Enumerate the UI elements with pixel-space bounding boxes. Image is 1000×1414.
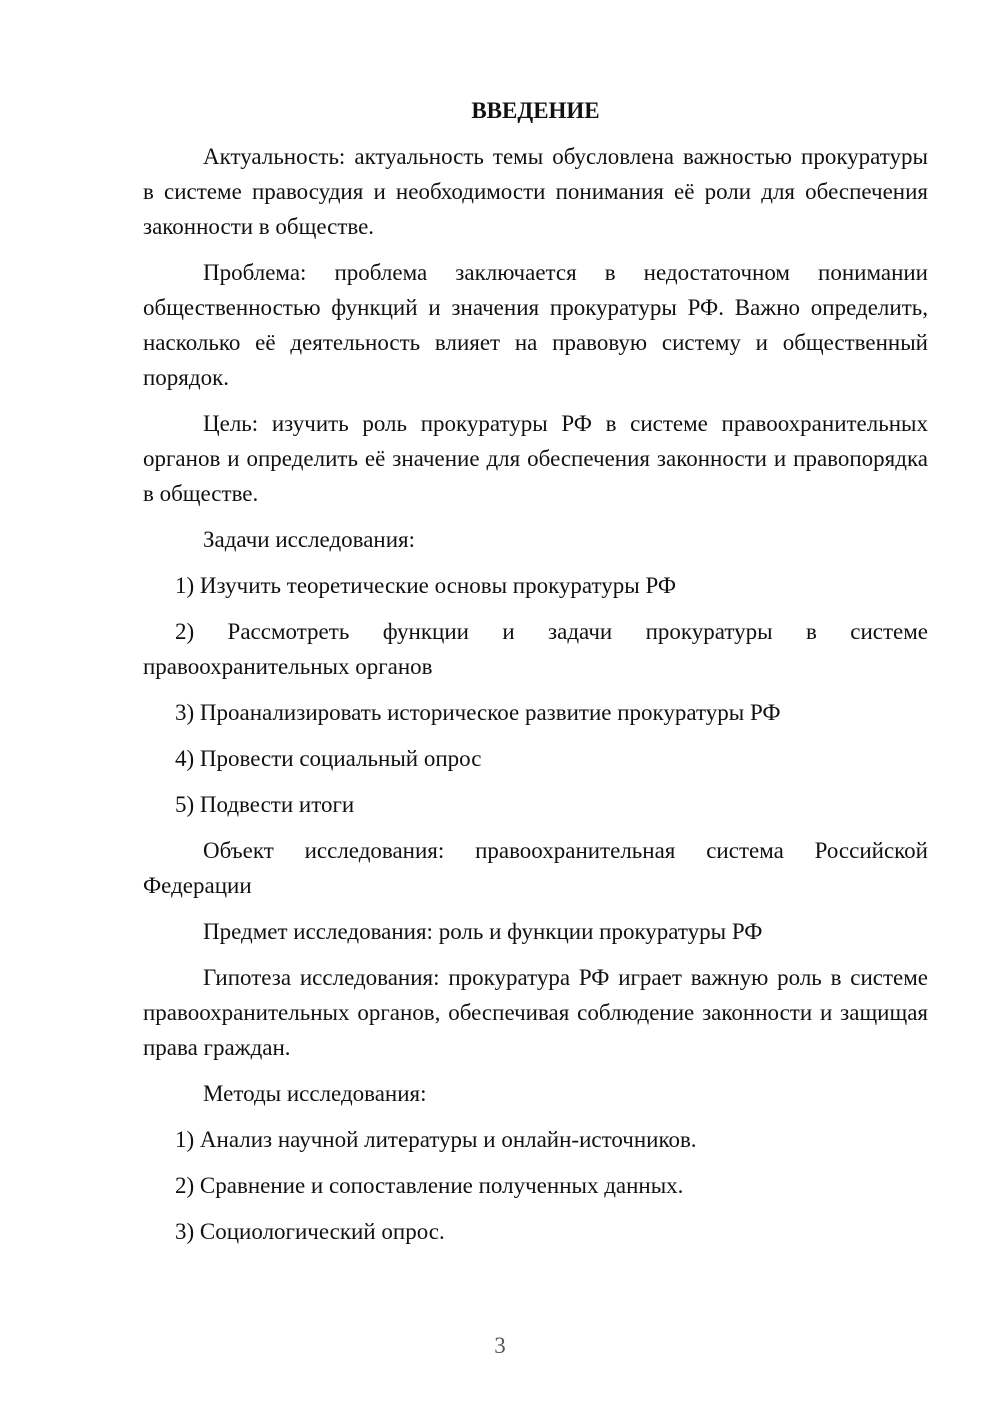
task-item: 1) Изучить теоретические основы прокуратуры РФ [175, 573, 677, 598]
relevance-paragraph: Актуальность: актуальность темы обусловлена важностью прокуратуры в системе правосудия и необходимости понимания её роли для обеспечения законности в обществе. [143, 144, 928, 239]
task-item: 3) Проанализировать историческое развитие прокуратуры РФ [175, 700, 781, 725]
task-item: 5) Подвести итоги [175, 792, 355, 817]
document-page [143, 93, 928, 1260]
page-number: 3 [494, 1333, 506, 1358]
problem-paragraph: Проблема: проблема заключается в недостаточном понимании общественностью функций и значения прокуратуры РФ. Важно определить, насколько её деятельность влияет на правовую систему и общественный порядок. [143, 260, 928, 390]
goal-paragraph: Цель: изучить роль прокуратуры РФ в системе правоохранительных органов и определить её значение для обеспечения законности и правопорядка в обществе. [143, 411, 928, 506]
section-title: ВВЕДЕНИЕ [471, 98, 600, 123]
method-item: 2) Сравнение и сопоставление полученных данных. [175, 1173, 684, 1198]
hypothesis-paragraph: Гипотеза исследования: прокуратура РФ играет важную роль в системе правоохранительных органов, обеспечивая соблюдение законности и защищая права граждан. [143, 965, 928, 1060]
object-paragraph: Объект исследования: правоохранительная система Российской Федерации [143, 838, 928, 898]
task-item: 2) Рассмотреть функции и задачи прокуратуры в системе правоохранительных органов [143, 619, 928, 679]
task-item: 4) Провести социальный опрос [175, 746, 482, 771]
methods-heading: Методы исследования: [203, 1081, 427, 1106]
tasks-heading: Задачи исследования: [203, 527, 416, 552]
subject-paragraph: Предмет исследования: роль и функции прокуратуры РФ [203, 919, 763, 944]
method-item: 3) Социологический опрос. [175, 1219, 445, 1244]
method-item: 1) Анализ научной литературы и онлайн-источников. [175, 1127, 697, 1152]
